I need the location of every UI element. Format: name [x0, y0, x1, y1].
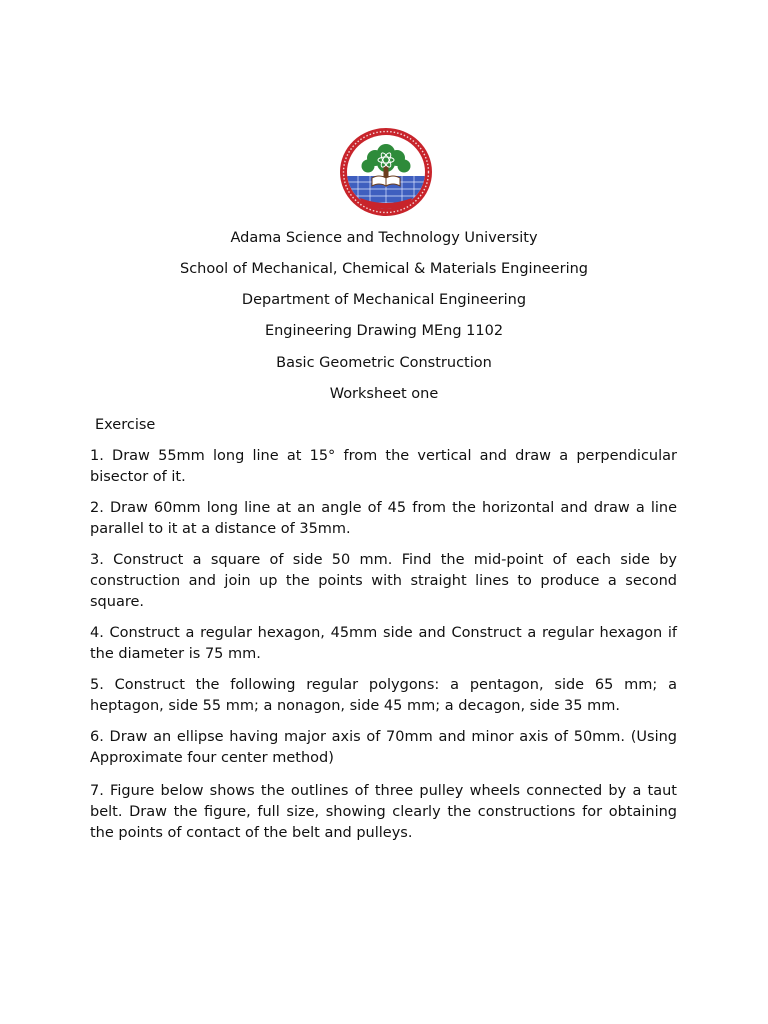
- university-seal-icon: [338, 126, 434, 218]
- worksheet-title: Worksheet one: [329, 386, 439, 402]
- exercise-list: [90, 446, 677, 854]
- exercise-item-3: 3. Construct a square of side 50 mm. Find the mid-point of each side by construction and join up the points with straight lines to produce a second square.: [90, 552, 677, 610]
- exercise-item-2: 2. Draw 60mm long line at an angle of 45 from the horizontal and draw a line parallel to it at a distance of 35mm.: [90, 500, 677, 537]
- exercise-item-4: 4. Construct a regular hexagon, 45mm side and Construct a regular hexagon if the diameter is 75 mm.: [90, 625, 677, 662]
- worksheet-topic: Basic Geometric Construction: [276, 355, 492, 371]
- exercise-item-7: 7. Figure below shows the outlines of three pulley wheels connected by a taut belt. Draw the figure, full size, showing clearly the constructions for obtaining the points of contact of the belt and pulleys.: [90, 783, 677, 841]
- school-name: School of Mechanical, Chemical & Materials Engineering: [179, 261, 588, 277]
- exercise-label: Exercise: [95, 417, 156, 433]
- exercise-item-6: 6. Draw an ellipse having major axis of 70mm and minor axis of 50mm. (Using Approximate four center method): [90, 729, 677, 766]
- exercise-item-1: 1. Draw 55mm long line at 15° from the vertical and draw a perpendicular bisector of it.: [90, 448, 677, 485]
- exercise-item-5: 5. Construct the following regular polygons: a pentagon, side 65 mm; a heptagon, side 55 mm; a nonagon, side 45 mm; a decagon, side 35 mm.: [90, 677, 677, 714]
- department-name: Department of Mechanical Engineering: [241, 292, 527, 308]
- seal-book: [372, 176, 400, 186]
- course-title: Engineering Drawing MEng 1102: [264, 323, 504, 339]
- university-name: Adama Science and Technology University: [230, 230, 538, 246]
